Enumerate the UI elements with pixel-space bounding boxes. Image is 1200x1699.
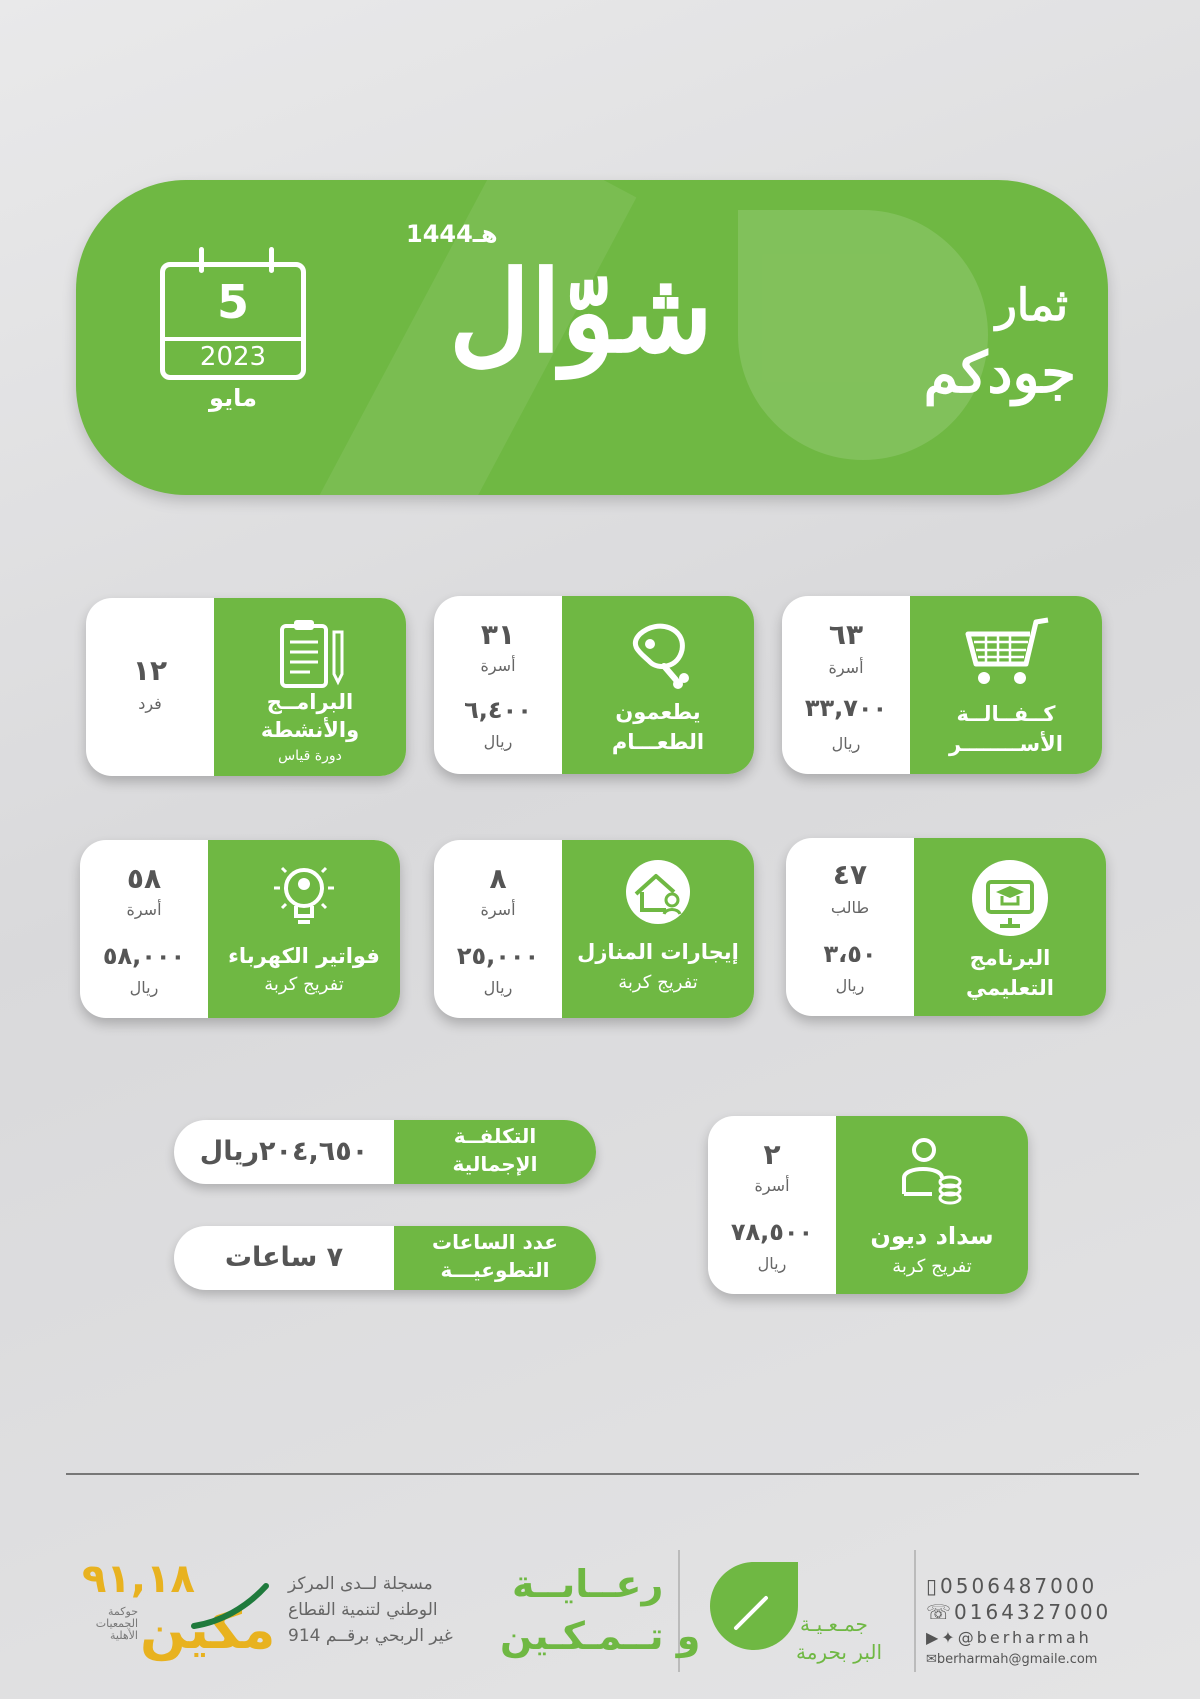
volunteer-hours-pill (174, 1226, 596, 1290)
hijri-year: 1444هـ (406, 220, 498, 248)
stat-card-rent (434, 840, 754, 1018)
card-title-panel (910, 596, 1102, 774)
card-count-unit: فرد (138, 694, 162, 713)
card-title-panel (214, 598, 406, 776)
card-subtitle: تفريج كربة (618, 972, 698, 993)
org-name-line2: البر بحرمة (796, 1640, 883, 1664)
stat-card-education (786, 838, 1106, 1016)
card-amount: ٣،٥٠ (823, 940, 877, 968)
governance-badge-subtitle (78, 1606, 138, 1642)
registration-line1: مسجلة لــدى المركز (288, 1574, 433, 1594)
volunteer-hours-label-line2: التطوعيـــة (440, 1258, 550, 1282)
calendar-day: 5 (216, 275, 249, 329)
card-count-unit: أسرة (754, 1176, 790, 1195)
calendar-icon (160, 262, 306, 380)
card-amount-unit: ريال (831, 734, 861, 753)
volunteer-hours-label (394, 1226, 596, 1290)
total-cost-label (394, 1120, 596, 1184)
email-icon: ✉ (926, 1652, 937, 1667)
volunteer-hours-value: ٧ ساعات (224, 1242, 344, 1273)
org-leaf-logo (706, 1558, 802, 1654)
card-values (80, 840, 208, 1018)
card-amount: ٧٨,٥٠٠ (730, 1218, 814, 1246)
card-amount-unit: ريال (483, 978, 513, 997)
badge-sub-line1: حوكمة (108, 1605, 138, 1618)
card-title-panel (914, 838, 1106, 1016)
house-person-icon (622, 858, 694, 930)
card-values (786, 838, 914, 1016)
card-note: دورة قياس (278, 748, 342, 764)
card-values (434, 596, 562, 774)
card-title: البرنامج (969, 946, 1051, 970)
card-title-panel (836, 1116, 1028, 1294)
shopping-cart-icon (956, 614, 1056, 694)
stat-card-feeding (434, 596, 754, 774)
phone-landline (926, 1600, 1111, 1624)
card-count-unit: أسرة (480, 656, 516, 675)
card-subtitle: الطعـــام (611, 730, 705, 754)
card-title: يطعمون (615, 700, 701, 724)
badge-sub-line3: الأهلية (110, 1629, 138, 1642)
card-amount-unit: ريال (483, 732, 513, 751)
card-count-unit: أسرة (480, 900, 516, 919)
email (926, 1652, 1097, 1667)
governance-badge-name: مكين (140, 1598, 276, 1661)
slogan-line1: ثمار (995, 280, 1068, 331)
footer-separator (914, 1550, 916, 1672)
card-title: البرامــج (266, 690, 354, 714)
month-calligraphy: شوّال (448, 247, 714, 378)
phone-mobile-text: 0506487000 (940, 1574, 1098, 1598)
governance-score: ٩١,١٨ (82, 1556, 195, 1602)
meat-icon (618, 614, 698, 694)
card-count: ٣١ (480, 618, 516, 651)
card-count-unit: أسرة (126, 900, 162, 919)
card-amount-unit: ريال (757, 1254, 787, 1273)
leaf-watermark (738, 210, 988, 460)
card-amount-unit: ريال (835, 976, 865, 995)
social-handle-text: @berharmah (957, 1628, 1092, 1647)
email-text: berharmah@gmaile.com (936, 1652, 1098, 1667)
card-count: ٨ (489, 862, 507, 895)
card-subtitle: التعليمي (966, 976, 1054, 1000)
stat-card-programs (86, 598, 406, 776)
total-cost-label-line2: الإجمالية (452, 1152, 538, 1176)
card-subtitle: والأنشطة (260, 718, 360, 742)
phone-mobile (926, 1574, 1097, 1598)
stat-card-debts (708, 1116, 1028, 1294)
card-amount: ٢٥,٠٠٠ (456, 942, 540, 970)
calendar-pin (269, 247, 274, 273)
card-values (782, 596, 910, 774)
motto-line2: و تــمـكـين (500, 1614, 701, 1658)
card-amount: ٥٨,٠٠٠ (102, 942, 186, 970)
total-cost-pill (174, 1120, 596, 1184)
card-title-panel (562, 840, 754, 1018)
graduation-monitor-icon (968, 856, 1052, 940)
calendar-year: 2023 (199, 342, 267, 372)
card-values (86, 598, 214, 776)
social-icons: ▶✦ (926, 1628, 958, 1647)
footer-divider (66, 1473, 1139, 1475)
card-subtitle: الأســــــــر (949, 732, 1063, 756)
card-count-unit: طالب (830, 898, 870, 917)
badge-sub-line2: الجمعيات (95, 1617, 138, 1630)
card-count: ٦٣ (828, 618, 864, 651)
card-title: كــفــالــة (956, 702, 1056, 726)
card-title: سداد ديون (870, 1222, 994, 1250)
card-title: إيجارات المنازل (577, 940, 739, 964)
badge-swoosh-icon (190, 1582, 270, 1632)
mobile-icon: ▯ (926, 1574, 941, 1598)
card-count: ٢ (763, 1138, 781, 1171)
card-amount: ٦,٤٠٠ (464, 696, 532, 724)
card-title-panel (562, 596, 754, 774)
calendar-divider (165, 337, 301, 341)
org-name-line1: جمـعـيـة (800, 1612, 868, 1636)
slogan-line2: جودكم (923, 340, 1076, 406)
card-count: ٥٨ (126, 862, 162, 895)
card-count: ٤٧ (832, 858, 868, 891)
clipboard-icon (270, 616, 350, 694)
stat-card-electricity (80, 840, 400, 1018)
calendar-pin (199, 247, 204, 273)
social-handle (926, 1628, 1092, 1647)
registration-line3: غير الربحي برقــم 914 (288, 1626, 453, 1646)
volunteer-hours-label-line1: عدد الساعات (432, 1230, 558, 1254)
card-count: ١٢ (132, 654, 168, 687)
card-values (434, 840, 562, 1018)
header-banner (76, 180, 1108, 495)
card-title-panel (208, 840, 400, 1018)
card-count-unit: أسرة (828, 658, 864, 677)
person-coins-icon (894, 1134, 970, 1210)
card-subtitle: تفريج كربة (264, 974, 344, 995)
card-amount: ٣٣,٧٠٠ (804, 694, 888, 722)
lightbulb-icon (268, 858, 340, 934)
registration-line2: الوطني لتنمية القطاع (288, 1600, 438, 1620)
card-values (708, 1116, 836, 1294)
card-subtitle: تفريج كربة (892, 1256, 972, 1277)
calendar-month: مايو (209, 384, 257, 412)
phone-landline-text: 0164327000 (954, 1600, 1112, 1624)
total-cost-value: ٢٠٤,٦٥٠ريال (199, 1136, 369, 1167)
stat-card-family-sponsorship (782, 596, 1102, 774)
total-cost-label-line1: التكلفــة (453, 1124, 537, 1148)
phone-icon: ☏ (926, 1600, 955, 1624)
card-title: فواتير الكهرباء (228, 944, 380, 968)
motto-line1: رعــايــة (512, 1562, 664, 1606)
card-amount-unit: ريال (129, 978, 159, 997)
